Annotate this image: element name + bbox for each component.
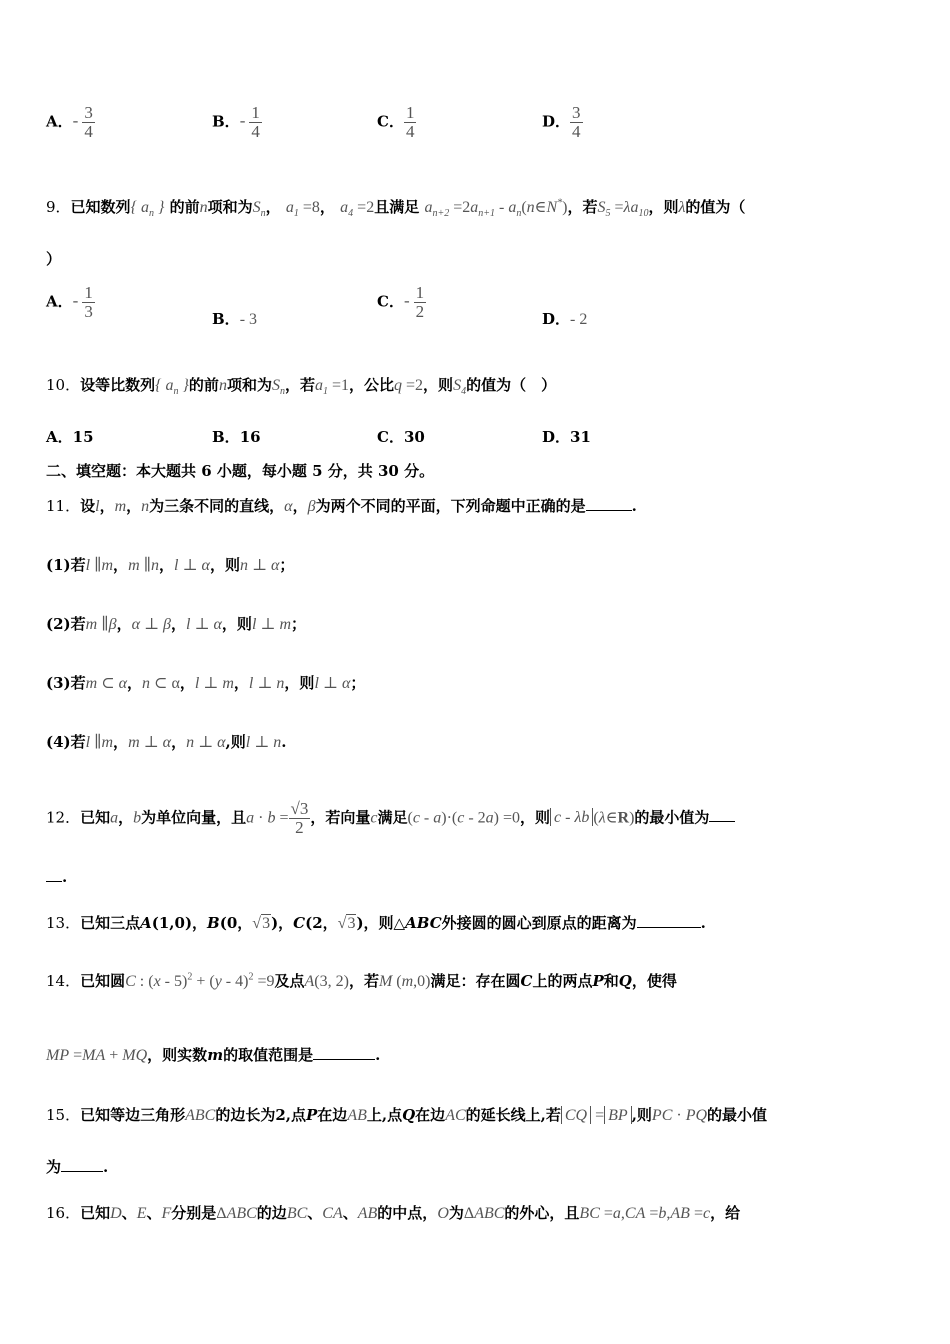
q10-option-c: C．30	[377, 428, 425, 446]
question-12: 12．已知a，b为单位向量，且a · b = $\frac{√3}{2}$ ，若向量c满足(c - a)·(c - 2a) =0，则 c - λb (λ∈R)的最小值为	[46, 800, 735, 837]
q11-statement-3: (3)若m ⊂ α，n ⊂ α，l ⊥ m，l ⊥ n，则l ⊥ α；	[46, 674, 366, 692]
q8-option-a: A．- $\frac{3}{4}$	[46, 103, 93, 141]
q8-option-d: D． $\frac{3}{4}$	[542, 103, 581, 141]
question-9: 9．已知数列{ $a_n$ } 的前n项和为$S_n$， $a_1 =8$， $a_4 =2$且满足 $a_{n+2} =2a_{n+1}$ - $a_n(n\in N^*)$，若$S_5 =\lambda a_{10}$，则λ的值为（	[46, 197, 746, 220]
question-15: 15．已知等边三角形ABC的边长为2,点P在边AB上,点Q在边AC的延长线上,若 CQ = BP ,则PC · PQ的最小值	[46, 1106, 768, 1124]
q10-option-d: D．31	[542, 428, 591, 446]
question-16: 16．已知D、E、F分别是ΔABC的边BC、CA、AB的中点，O为ΔABC的外心，且BC =a,CA =b,AB =c，给	[46, 1204, 741, 1222]
q8-option-b: B．- $\frac{1}{4}$	[212, 103, 260, 141]
section-2-title: 二、填空题：本大题共 6 小题，每小题 5 分，共 30 分。	[46, 462, 435, 480]
question-11: 11．设l，m，n为三条不同的直线，α，β为两个不同的平面，下列命题中正确的是 .	[46, 497, 637, 515]
question-14: 14．已知圆C : (x - 5)$^2$ + (y - 4)$^2$ =9及点A(3, 2)，若M (m,0)满足：存在圆C上的两点P和Q，使得	[46, 971, 677, 990]
question-9-close: ）	[46, 250, 62, 268]
question-10: 10．设等比数列{ $a_n$ }的前n项和为$S_n$，若$a_1 =1$，公比q =2，则$S_4$的值为（ ）	[46, 376, 557, 398]
q11-statement-1: (1)若l ∥m，m ∥n，l ⊥ α，则n ⊥ α；	[46, 556, 295, 574]
q9-option-c: C．- $\frac{1}{2}$	[377, 283, 425, 321]
question-14-cont: MP =MA + MQ，则实数m的取值范围是 .	[46, 1046, 381, 1064]
q11-statement-2: (2)若m ∥β，α ⊥ β，l ⊥ α，则l ⊥ m；	[46, 615, 307, 633]
q9-option-b: B．- 3	[212, 310, 258, 328]
question-13: 13．已知三点A(1,0)，B(0，√3)，C(2，√3)，则△ABC外接圆的圆心到原点的距离为 .	[46, 914, 706, 932]
q9-option-a: A．- $\frac{1}{3}$	[46, 283, 93, 321]
question-15-cont: 为 .	[46, 1158, 109, 1176]
q10-option-a: A．15	[46, 428, 94, 446]
q10-option-b: B．16	[212, 428, 261, 446]
q8-option-c: C． $\frac{1}{4}$	[377, 103, 415, 141]
question-12-blank: .	[46, 868, 67, 886]
q9-option-d: D．- 2	[542, 310, 588, 328]
q11-statement-4: (4)若l ∥m，m ⊥ α，n ⊥ α,则l ⊥ n.	[46, 733, 287, 751]
